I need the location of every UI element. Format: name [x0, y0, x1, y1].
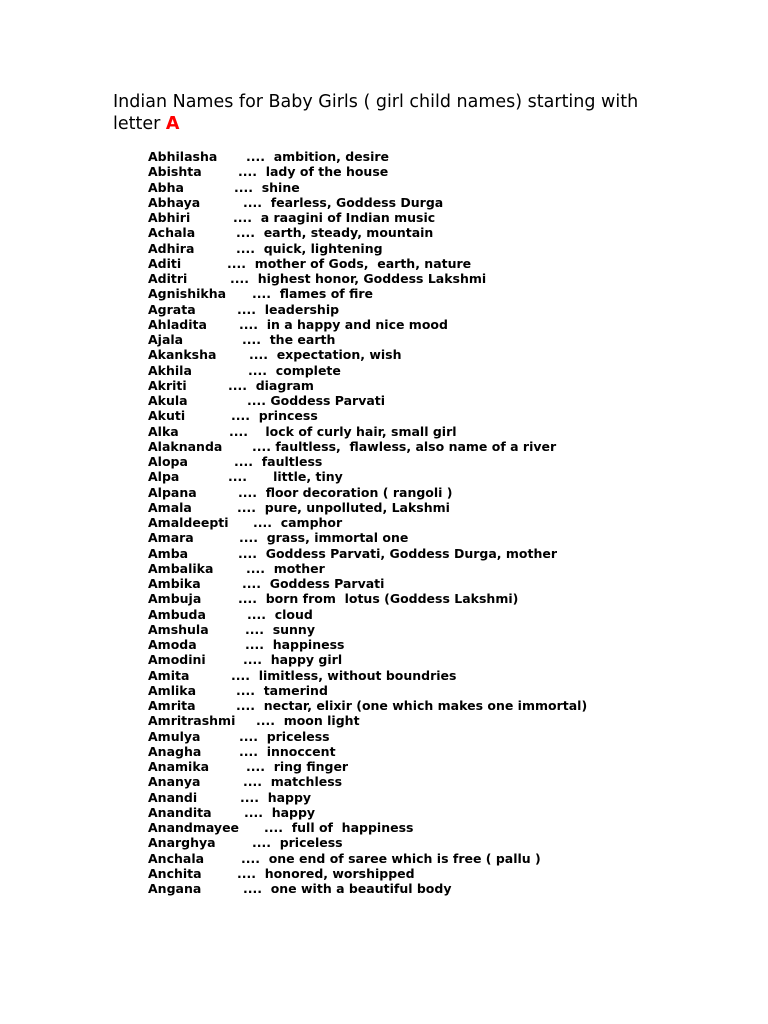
list-item	[148, 424, 748, 439]
entry-meaning: .... floor decoration ( rangoli )	[238, 484, 453, 500]
list-item	[148, 774, 748, 789]
list-item	[148, 286, 748, 301]
list-item	[148, 591, 748, 606]
entry-name: Ambuja	[148, 591, 202, 607]
entry-meaning: .... matchless	[243, 774, 343, 790]
entry-name: Akhila	[148, 362, 192, 378]
entry-meaning: .... diagram	[228, 377, 314, 393]
list-item	[148, 347, 748, 362]
entry-meaning: .... grass, immortal one	[239, 530, 409, 546]
title-letter: A	[165, 114, 180, 134]
list-item	[148, 637, 748, 652]
entry-meaning: .... cloud	[247, 606, 313, 622]
entry-meaning: .... princess	[231, 408, 318, 424]
entry-meaning: .... complete	[248, 362, 341, 378]
entry-meaning: .... camphor	[253, 515, 343, 530]
list-item	[148, 180, 748, 195]
entry-meaning: .... mother of Gods, earth, nature	[227, 255, 472, 271]
entry-meaning: .... faultless, flawless, also name of a river	[252, 438, 557, 454]
entry-name: Amodini	[148, 652, 206, 668]
list-item	[148, 515, 748, 530]
entry-name: Amba	[148, 545, 189, 561]
entry-meaning: .... a raagini of Indian music	[233, 210, 436, 225]
entry-name: Abhiri	[148, 210, 191, 225]
list-item	[148, 530, 748, 545]
entry-meaning: .... mother	[246, 560, 325, 576]
list-item	[148, 378, 748, 393]
entry-name: Ananya	[148, 774, 201, 790]
list-item	[148, 652, 748, 667]
entry-name: Alpa	[148, 469, 180, 485]
entry-name: Amoda	[148, 637, 197, 652]
name-list	[148, 149, 748, 896]
entry-name: Alpana	[148, 484, 197, 500]
list-item	[148, 485, 748, 500]
entry-name: Ambika	[148, 576, 201, 591]
list-item	[148, 698, 748, 713]
list-item	[148, 729, 748, 744]
list-item	[148, 851, 748, 866]
entry-name: Amlika	[148, 682, 197, 698]
entry-meaning: .... faultless	[234, 454, 323, 469]
list-item	[148, 790, 748, 805]
list-item	[148, 744, 748, 759]
entry-meaning: .... tamerind	[236, 682, 328, 698]
entry-name: Amritrashmi	[148, 713, 236, 729]
entry-name: Anandmayee	[148, 820, 240, 835]
entry-name: Aditi	[148, 255, 182, 271]
list-item	[148, 302, 748, 317]
entry-name: Amshula	[148, 621, 209, 637]
list-item	[148, 332, 748, 347]
list-item	[148, 225, 748, 240]
list-item	[148, 241, 748, 256]
list-item	[148, 256, 748, 271]
entry-name: Akriti	[148, 377, 187, 393]
list-item	[148, 866, 748, 881]
entry-name: Angana	[148, 881, 202, 896]
list-item	[148, 500, 748, 515]
entry-meaning: .... little, tiny	[228, 469, 343, 485]
entry-meaning: .... ambition, desire	[246, 149, 390, 164]
list-item	[148, 195, 748, 210]
entry-name: Ambuda	[148, 606, 206, 622]
entry-meaning: .... lock of curly hair, small girl	[229, 423, 457, 439]
entry-meaning: .... sunny	[245, 621, 315, 637]
entry-name: Anagha	[148, 743, 202, 759]
entry-meaning: .... expectation, wish	[249, 347, 402, 363]
list-item	[148, 439, 748, 454]
list-item	[148, 271, 748, 286]
entry-meaning: .... ring finger	[246, 759, 349, 774]
entry-name: Agnishikha	[148, 286, 227, 302]
list-item	[148, 469, 748, 484]
entry-name: Ambalika	[148, 560, 214, 576]
entry-name: Alopa	[148, 454, 188, 469]
list-item	[148, 393, 748, 408]
entry-meaning: .... happy	[240, 789, 312, 805]
entry-meaning: .... highest honor, Goddess Lakshmi	[230, 271, 487, 286]
entry-name: Abhilasha	[148, 149, 218, 164]
entry-meaning: .... lady of the house	[238, 164, 389, 180]
entry-meaning: .... born from lotus (Goddess Lakshmi)	[238, 591, 519, 607]
entry-name: Anamika	[148, 759, 210, 774]
list-item	[148, 164, 748, 179]
page-title	[113, 91, 673, 135]
entry-meaning: .... priceless	[239, 728, 330, 744]
entry-name: Ajala	[148, 332, 184, 347]
entry-meaning: .... Goddess Parvati	[247, 393, 386, 408]
list-item	[148, 668, 748, 683]
entry-name: Amulya	[148, 728, 201, 744]
entry-meaning: .... happy	[244, 804, 316, 820]
list-item	[148, 881, 748, 896]
entry-meaning: .... quick, lightening	[236, 240, 383, 256]
entry-name: Achala	[148, 225, 196, 241]
entry-meaning: .... priceless	[252, 835, 343, 851]
list-item	[148, 454, 748, 469]
entry-name: Alaknanda	[148, 438, 223, 454]
entry-meaning: .... full of happiness	[264, 820, 414, 835]
entry-meaning: .... one end of saree which is free ( pallu )	[241, 850, 541, 866]
entry-meaning: .... flames of fire	[252, 286, 373, 302]
entry-meaning: .... shine	[234, 179, 300, 195]
list-item	[148, 683, 748, 698]
entry-name: Amara	[148, 530, 194, 546]
list-item	[148, 317, 748, 332]
list-item	[148, 408, 748, 423]
entry-meaning: .... moon light	[256, 713, 360, 729]
entry-name: Adhira	[148, 240, 195, 256]
entry-meaning: .... fearless, Goddess Durga	[243, 194, 444, 210]
list-item	[148, 546, 748, 561]
entry-name: Abha	[148, 179, 184, 195]
entry-name: Anchala	[148, 850, 205, 866]
entry-meaning: .... leadership	[237, 301, 340, 317]
title-text: Indian Names for Baby Girls ( girl child names) starting with letter	[113, 92, 639, 134]
entry-meaning: .... happy girl	[243, 652, 343, 668]
entry-name: Alka	[148, 423, 179, 439]
entry-name: Anandita	[148, 804, 212, 820]
entry-meaning: .... the earth	[242, 332, 336, 347]
entry-meaning: .... earth, steady, mountain	[236, 225, 434, 241]
entry-meaning: .... Goddess Parvati, Goddess Durga, mother	[238, 545, 558, 561]
list-item	[148, 820, 748, 835]
entry-name: Abishta	[148, 164, 202, 180]
entry-name: Aditri	[148, 271, 188, 286]
entry-name: Akula	[148, 393, 188, 408]
entry-meaning: .... nectar, elixir (one which makes one immortal)	[236, 698, 588, 713]
list-item	[148, 835, 748, 850]
entry-meaning: .... Goddess Parvati	[242, 576, 385, 591]
entry-name: Akanksha	[148, 347, 217, 363]
entry-name: Amaldeepti	[148, 515, 229, 530]
entry-name: Amita	[148, 667, 190, 683]
entry-meaning: .... in a happy and nice mood	[239, 316, 448, 332]
list-item	[148, 759, 748, 774]
entry-name: Abhaya	[148, 194, 201, 210]
list-item	[148, 622, 748, 637]
list-item	[148, 561, 748, 576]
entry-name: Ahladita	[148, 316, 207, 332]
list-item	[148, 363, 748, 378]
entry-name: Anandi	[148, 789, 198, 805]
list-item	[148, 576, 748, 591]
entry-name: Akuti	[148, 408, 186, 424]
entry-name: Anchita	[148, 865, 202, 881]
entry-meaning: .... limitless, without boundries	[231, 667, 457, 683]
entry-meaning: .... honored, worshipped	[237, 865, 415, 881]
list-item	[148, 210, 748, 225]
entry-name: Amala	[148, 499, 192, 515]
entry-name: Agrata	[148, 301, 196, 317]
list-item	[148, 607, 748, 622]
entry-meaning: .... pure, unpolluted, Lakshmi	[237, 499, 450, 515]
list-item	[148, 149, 748, 164]
entry-meaning: .... happiness	[245, 637, 345, 652]
entry-meaning: .... one with a beautiful body	[243, 881, 452, 896]
entry-name: Amrita	[148, 698, 196, 713]
list-item	[148, 713, 748, 728]
entry-name: Anarghya	[148, 835, 216, 851]
list-item	[148, 805, 748, 820]
entry-meaning: .... innoccent	[239, 743, 336, 759]
